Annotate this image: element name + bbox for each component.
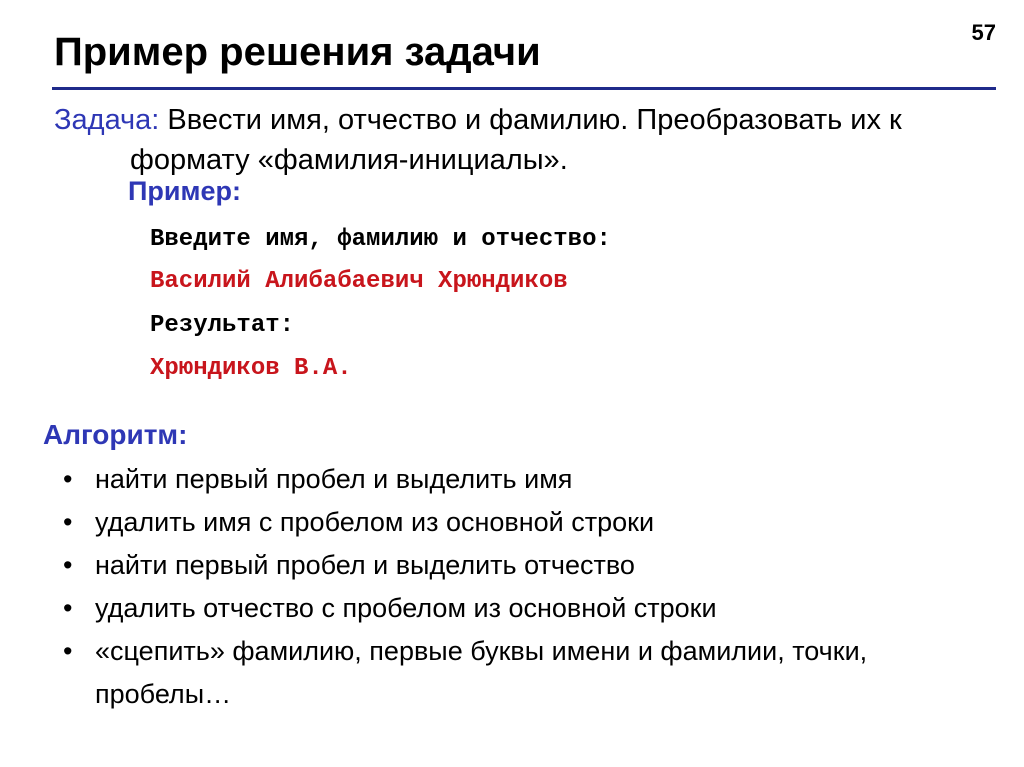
algorithm-step	[60, 458, 960, 501]
example-output-line: Хрюндиков В.А.	[150, 355, 352, 382]
algorithm-step	[60, 587, 960, 630]
algorithm-step	[60, 501, 960, 544]
task-text-1: Ввести имя, отчество и фамилию. Преобразовать их к	[167, 104, 902, 136]
slide-title: Пример решения задачи	[54, 30, 541, 74]
algorithm-step-text: найти первый пробел и выделить имя	[95, 464, 573, 494]
algorithm-step	[60, 544, 960, 587]
bullet-icon: •	[63, 550, 73, 580]
algorithm-label: Алгоритм:	[43, 419, 188, 450]
bullet-icon: •	[63, 507, 73, 537]
example-input-line: Василий Алибабаевич Хрюндиков	[150, 268, 568, 295]
task-block	[54, 100, 1004, 180]
example-label: Пример:	[128, 176, 241, 206]
bullet-icon: •	[63, 464, 73, 494]
algorithm-step-text: найти первый пробел и выделить отчество	[95, 550, 635, 580]
example-prompt-line: Введите имя, фамилию и отчество:	[150, 226, 611, 253]
task-label: Задача:	[54, 104, 160, 136]
example-result-label: Результат:	[150, 312, 295, 339]
algorithm-step	[60, 630, 960, 716]
task-line-1	[54, 100, 1004, 140]
algorithm-list	[60, 458, 960, 716]
algorithm-step-text: удалить имя с пробелом из основной строки	[95, 507, 655, 537]
task-text-2: формату «фамилия-инициалы».	[130, 144, 568, 176]
algorithm-step-text: «сцепить» фамилию, первые буквы имени и фамилии, точки, пробелы…	[95, 636, 868, 709]
algorithm-step-text: удалить отчество с пробелом из основной строки	[95, 593, 717, 623]
page-number: 57	[971, 20, 996, 45]
bullet-icon: •	[63, 593, 73, 623]
bullet-icon: •	[63, 636, 73, 666]
title-divider	[52, 87, 996, 90]
